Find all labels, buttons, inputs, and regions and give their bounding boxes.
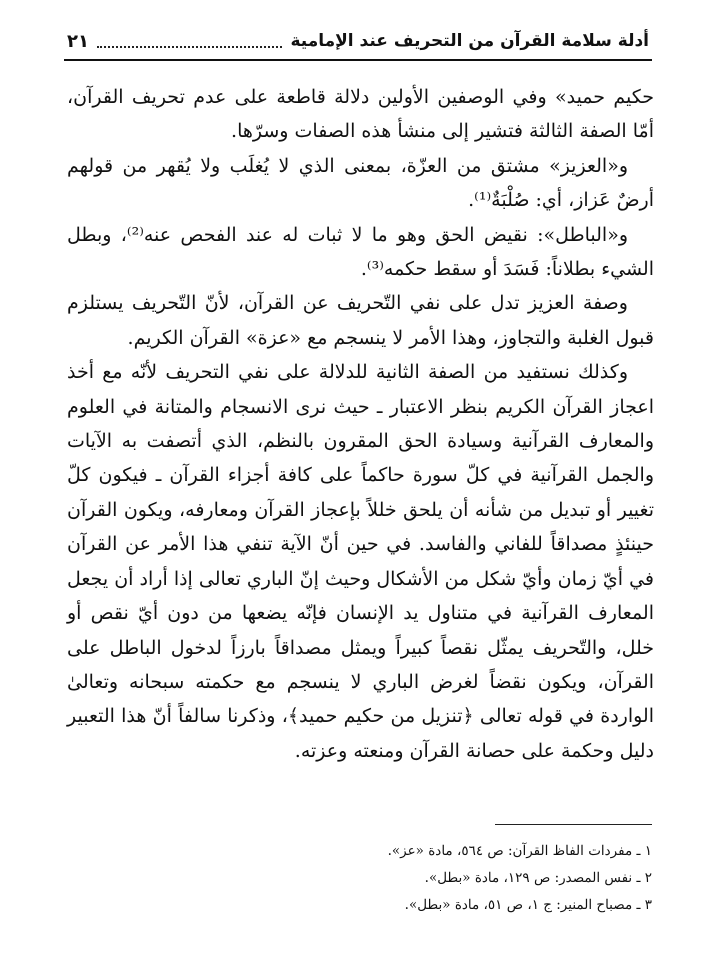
paragraph-al-batil: و«الباطل»: نقيض الحق وهو ما لا ثبات له عند الفحص عنه⁽²⁾، وبطل الشيء بطلاناً: فَسَدَ أو سقط حكمه⁽³⁾. — [67, 223, 654, 281]
running-header-title: أدلة سلامة القرآن من التحريف عند الإمامية — [290, 31, 649, 51]
footnote-3: ٣ ـ مصباح المنير: ج ١، ص ٥١، مادة «بطل». — [404, 897, 652, 913]
footnote-1: ١ ـ مفردات الفاظ القرآن: ص ٥٦٤، مادة «عز». — [387, 843, 652, 859]
body-text — [67, 80, 654, 768]
footnote-2: ٢ ـ نفس المصدر: ص ١٢٩، مادة «بطل». — [424, 870, 652, 886]
footnotes — [67, 838, 654, 919]
paragraph-second-attribute: وكذلك نستفيد من الصفة الثانية للدلالة على نفي التحريف لأنّه مع أخذ اعجاز القرآن الكريم بنظر الاعتبار ـ حيث نرى الانسجام والمتانة في العلوم والمعارف القرآنية وسيادة الحق المقرون بالنظم، الذي أتصفت به الآيات والجمل القرآنية في كلّ سورة حاكماً على كافة أجزاء القرآن ـ فيكون كلّ تغيير أو تبديل من شأنه أن يلحق خللاً بإعجاز القرآن ومعارفه، ويكون القرآن حينئذٍ مصداقاً للفاني والفاسد. في حين أنّ الآية تنفي هذا الأمر عن القرآن في أيّ زمان وأيّ شكل من الأشكال وحيث إنّ الباري تعالى إذا أراد أن يجعل المعارف القرآنية في متناول يد الإنسان فإنّه يضعها من دون أيّ نقص أو خلل، والتّحريف يمثّل نقصاً كبيراً ويمثل مصداقاً بارزاً لدخول الباطل على القرآن، ويكون نقضاً لغرض الباري لا ينسجم مع حكمته سبحانه وتعالىٰ الواردة في قوله تعالى ﴿تنزيل من حكيم حميد﴾، وذكرنا سالفاً أنّ هذا التعبير دليل وحكمة على حصانة القرآن ومنعته وعزته. — [67, 361, 654, 762]
paragraph-continuation: حكيم حميد» وفي الوصفين الأولين دلالة قاطعة على عدم تحريف القرآن، أمّا الصفة الثالثة فتشير إلى منشأ هذه الصفات وسرّها. — [67, 86, 654, 143]
footnote-rule — [495, 824, 652, 825]
paragraph-al-aziz: و«العزيز» مشتق من العزّة، بمعنى الذي لا يُغلَب ولا يُقهر من قولهم أرضٌ عَزاز، أي: صُلْبَةٌ⁽¹⁾. — [67, 154, 654, 212]
header-rule — [64, 59, 652, 61]
paragraph-aziz-attribute: وصفة العزيز تدل على نفي التّحريف عن القرآن، لأنّ التّحريف يستلزم قبول الغلبة والتجاوز، وهذا الأمر لا ينسجم مع «عزة» القرآن الكريم. — [67, 292, 654, 349]
running-header — [67, 24, 649, 58]
dot-leader — [97, 45, 282, 48]
page-number: ٢١ — [67, 30, 89, 52]
